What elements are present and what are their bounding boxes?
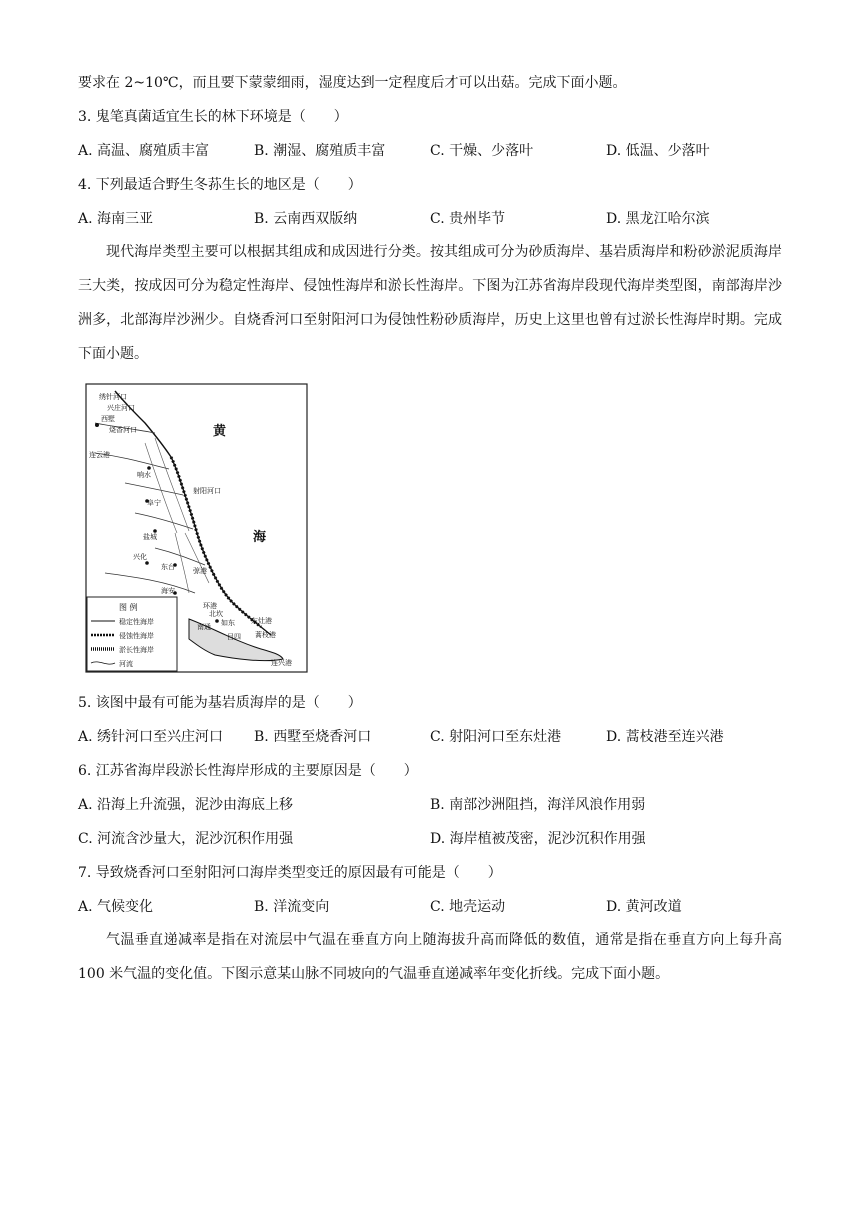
question-4-option-c: C. 贵州毕节 bbox=[430, 211, 506, 227]
jiangsu-coast-map bbox=[85, 383, 308, 673]
legend-item-erosion: 侵蚀性海岸 bbox=[119, 632, 154, 640]
place-label: 连兴港 bbox=[271, 659, 292, 667]
legend-item-stable: 稳定性海岸 bbox=[119, 618, 154, 626]
question-5-option-b: B. 西墅至烧香河口 bbox=[254, 729, 372, 745]
place-label: 东台 bbox=[161, 563, 175, 571]
sea-label-hai: 海 bbox=[253, 530, 267, 545]
question-7-stem: 7. 导致烧香河口至射阳河口海岸类型变迁的原因最有可能是（ ） bbox=[78, 865, 502, 881]
question-6-option-c: C. 河流含沙量大，泥沙沉积作用强 bbox=[78, 831, 294, 847]
question-7-option-b: B. 洋流变向 bbox=[254, 899, 330, 915]
question-3-option-b: B. 潮湿、腐殖质丰富 bbox=[254, 143, 386, 159]
place-label: 蒿枝港 bbox=[255, 631, 276, 639]
legend-title: 图 例 bbox=[119, 603, 138, 612]
question-4-option-d: D. 黑龙江哈尔滨 bbox=[606, 211, 710, 227]
place-label: 兴庄河口 bbox=[107, 404, 135, 412]
coast-passage: 现代海岸类型主要可以根据其组成和成因进行分类。按其组成可分为砂质海岸、基岩质海岸和粉砂淤泥质海岸三大类，按成因可分为稳定性海岸、侵蚀性海岸和淤长性海岸。下图为江苏省海岸段现代海岸类型图，南部海岸沙洲多，北部海岸沙洲少。自烧香河口至射阳河口为侵蚀性粉砂质海岸，历史上这里也曾有过淤长性海岸时期。完成下面小题。 bbox=[78, 244, 782, 362]
question-4-stem: 4. 下列最适合野生冬荪生长的地区是（ ） bbox=[78, 177, 362, 193]
question-7-option-d: D. 黄河改道 bbox=[606, 899, 682, 915]
place-label: 绣针河口 bbox=[99, 393, 127, 401]
place-label: 环港 bbox=[203, 602, 217, 610]
question-3-option-a: A. 高温、腐殖质丰富 bbox=[78, 143, 210, 159]
lapse-rate-passage: 气温垂直递减率是指在对流层中气温在垂直方向上随海拔升高而降低的数值，通常是指在垂直方向上每升高 100 米气温的变化值。下图示意某山脉不同坡向的气温垂直递减率年变化折线。完成下面小题。 bbox=[78, 932, 782, 982]
question-4-option-a: A. 海南三亚 bbox=[78, 211, 154, 227]
question-5-option-d: D. 蒿枝港至连兴港 bbox=[606, 729, 724, 745]
place-label: 射阳河口 bbox=[193, 487, 221, 495]
place-label: 兴化 bbox=[133, 553, 147, 561]
place-label: 西墅 bbox=[101, 415, 115, 423]
question-7-option-c: C. 地壳运动 bbox=[430, 899, 506, 915]
question-5-option-a: A. 绣针河口至兴庄河口 bbox=[78, 729, 224, 745]
place-label: 如东 bbox=[221, 619, 235, 627]
question-7-option-a: A. 气候变化 bbox=[78, 899, 154, 915]
place-label: 海安 bbox=[161, 587, 175, 595]
question-6-option-b: B. 南部沙洲阻挡，海洋风浪作用弱 bbox=[430, 797, 646, 813]
intro-tail-text: 要求在 2~10℃，而且要下蒙蒙细雨，湿度达到一定程度后才可以出菇。完成下面小题。 bbox=[78, 75, 627, 91]
question-3-option-c: C. 干燥、少落叶 bbox=[430, 143, 534, 159]
question-5-stem: 5. 该图中最有可能为基岩质海岸的是（ ） bbox=[78, 695, 362, 711]
question-6-stem: 6. 江苏省海岸段淤长性海岸形成的主要原因是（ ） bbox=[78, 763, 418, 779]
place-label: 南通 bbox=[197, 623, 211, 631]
legend-item-accretion: 淤长性海岸 bbox=[119, 646, 154, 654]
place-label: 北坎 bbox=[209, 610, 223, 618]
sea-label-huang: 黄 bbox=[213, 424, 227, 439]
place-label: 弶港 bbox=[193, 567, 207, 575]
question-6-option-a: A. 沿海上升流强，泥沙由海底上移 bbox=[78, 797, 294, 813]
place-label: 烧香河口 bbox=[109, 426, 137, 434]
place-label: 吕四 bbox=[227, 633, 241, 641]
map-legend bbox=[87, 597, 177, 671]
place-label: 盐城 bbox=[143, 533, 157, 541]
question-3-option-d: D. 低温、少落叶 bbox=[606, 143, 710, 159]
question-6-option-d: D. 海岸植被茂密，泥沙沉积作用强 bbox=[430, 831, 646, 847]
place-label: 响水 bbox=[137, 471, 151, 479]
place-label: 东灶港 bbox=[251, 617, 272, 625]
question-5-option-c: C. 射阳河口至东灶港 bbox=[430, 729, 562, 745]
place-label: 连云港 bbox=[89, 451, 110, 459]
legend-item-river: 河流 bbox=[119, 660, 133, 668]
question-3-stem: 3. 鬼笔真菌适宜生长的林下环境是（ ） bbox=[78, 109, 348, 125]
question-4-option-b: B. 云南西双版纳 bbox=[254, 211, 358, 227]
place-label: 阜宁 bbox=[147, 499, 161, 507]
